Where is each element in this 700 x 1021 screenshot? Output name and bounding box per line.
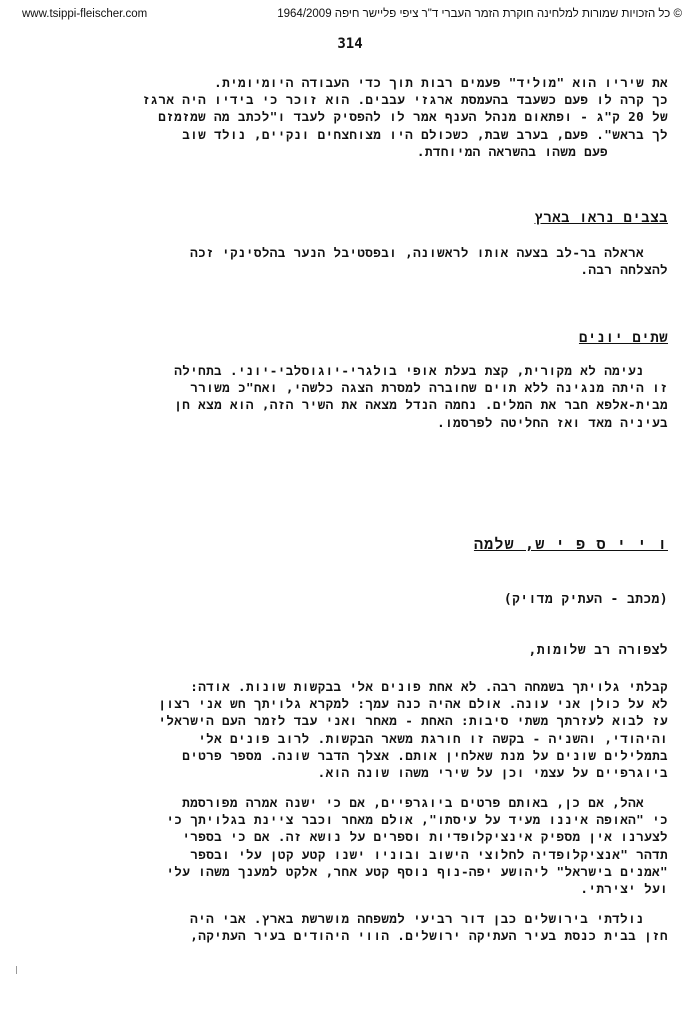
letter-paragraph-3 [58, 910, 668, 944]
text-line: לצערנו אין מספיק אינציקלופדיות וספרים על נושא זה. אם כי בספרי [182, 829, 668, 845]
letter-paragraph-1 [58, 678, 668, 781]
text-line: נולדתי בירושלים כבן דור רביעי למשפחה מושרשת בארץ. אבי היה [190, 911, 644, 926]
text-line: כי "האופה איננו מעיד על עיסתו", אולם מאחר וכבר ציינת בגלויתך כי [166, 812, 668, 828]
letter-note: (מכתב - העתיק מדויק) [503, 592, 668, 607]
copyright-notice: © כל הזכויות שמורות למלחינה חוקרת הזמר העברי ד"ר ציפי פליישר חיפה 1964/2009 [277, 8, 682, 20]
text-line: תדהר "אנציקלופדיה לחלוצי הישוב ובוניו ישנו קטע קטן עלי ובספר [190, 846, 668, 862]
text-line: כך קרה לו פעם כשעבד בהעמסת ארגזי עבבים. הוא זוכר כי בידיו היה ארגז [142, 92, 668, 108]
page-number: 314 [337, 36, 363, 52]
text-line: "אמנים בישראל" ליהושע יפה-נוף נוסף קטע אחר, אלקט למענך משהו עלי [166, 863, 668, 879]
section-title-betzavim: בצבים נראו בארץ [534, 210, 668, 226]
text-line: ביוגרפיים על עצמי וכן על שירי משהו שונה הוא. [317, 765, 668, 781]
text-line: פעם משהו בהשראה המיוחדת. [416, 143, 608, 159]
intro-paragraph [58, 74, 668, 160]
text-line: עז לבוא לעזרתך משתי סיבות: האחת - מאחר ואני עבד לזמר העם הישראלי [158, 713, 668, 729]
text-line: לך בראש". פעם, בערב שבת, כשכולם היו מצוחצחים ונקיים, נולד שוב [182, 126, 668, 142]
page-header [22, 8, 682, 24]
text-line: נעימה לא מקורית, קצת בעלת אופי בולגרי-יוגוסלבי-יוני. בתחילה [174, 363, 644, 378]
site-url[interactable]: www.tsippi-fleischer.com [22, 8, 148, 20]
section2-paragraph [58, 362, 668, 431]
letter-paragraph-2 [58, 794, 668, 897]
section-title-shtaim-yonim: שתים יונים [578, 330, 668, 346]
text-line: קבלתי גלויתך בשמחה רבה. לא אחת פונים אלי בבקשות שונות. אודה: [190, 679, 668, 694]
text-line: זו היתה מנגינה ללא תוים שחוברה למסרת הצגה כלשהי, ואח"כ משורר [190, 380, 668, 396]
scan-mark [16, 966, 17, 974]
author-name-heading: ו י י ס פ י ש, שלמה [473, 535, 668, 553]
text-line: בעיניה מאד ואז החליטה לפרסמו. [437, 414, 668, 430]
text-line: אראלה בר-לב בצעה אותו לראשונה, ובפסטיבל הנער בהלסינקי זכה [190, 245, 644, 260]
text-line: את שיריו הוא "מוליד" פעמים רבות תוך כדי העבודה היומיומית. [214, 75, 668, 90]
section1-paragraph [58, 244, 668, 278]
text-line: לא על כולן אני עונה. אולם אהיה כנה עמך: למקרא גלויתך חש אני רצון [158, 696, 668, 712]
text-line: של 20 ק"ג - ופתאום מנהל הענף אמר לו להפסיק לעבד ו"לכתב מה שמזמזם [158, 109, 668, 125]
text-line: ועל יצירתי. [580, 881, 668, 897]
text-line: מבית-אלפא חבר את המלים. נחמה הנדל מצאה את השיר הזה, הוא מצא חן [174, 397, 668, 413]
text-line: אהל, אם כן, באותם פרטים ביוגרפיים, אם כי ישנה אמרה מפורסמת [182, 795, 644, 810]
letter-salutation: לצפורה רב שלומות, [528, 643, 668, 658]
text-line: חזן בבית כנסת בעיר העתיקה ירושלים. הווי היהודים בעיר העתיקה, [190, 928, 668, 944]
text-line: בתמלילים שונים על מנת שאלחין אותם. אצלך הדבר שונה. מספר פרטים [182, 747, 668, 763]
text-line: והיהודי, והשניה - בקשה זו חורגת משאר הבקשות. לרוב פונים אלי [198, 730, 668, 746]
text-line: להצלחה רבה. [580, 262, 668, 278]
